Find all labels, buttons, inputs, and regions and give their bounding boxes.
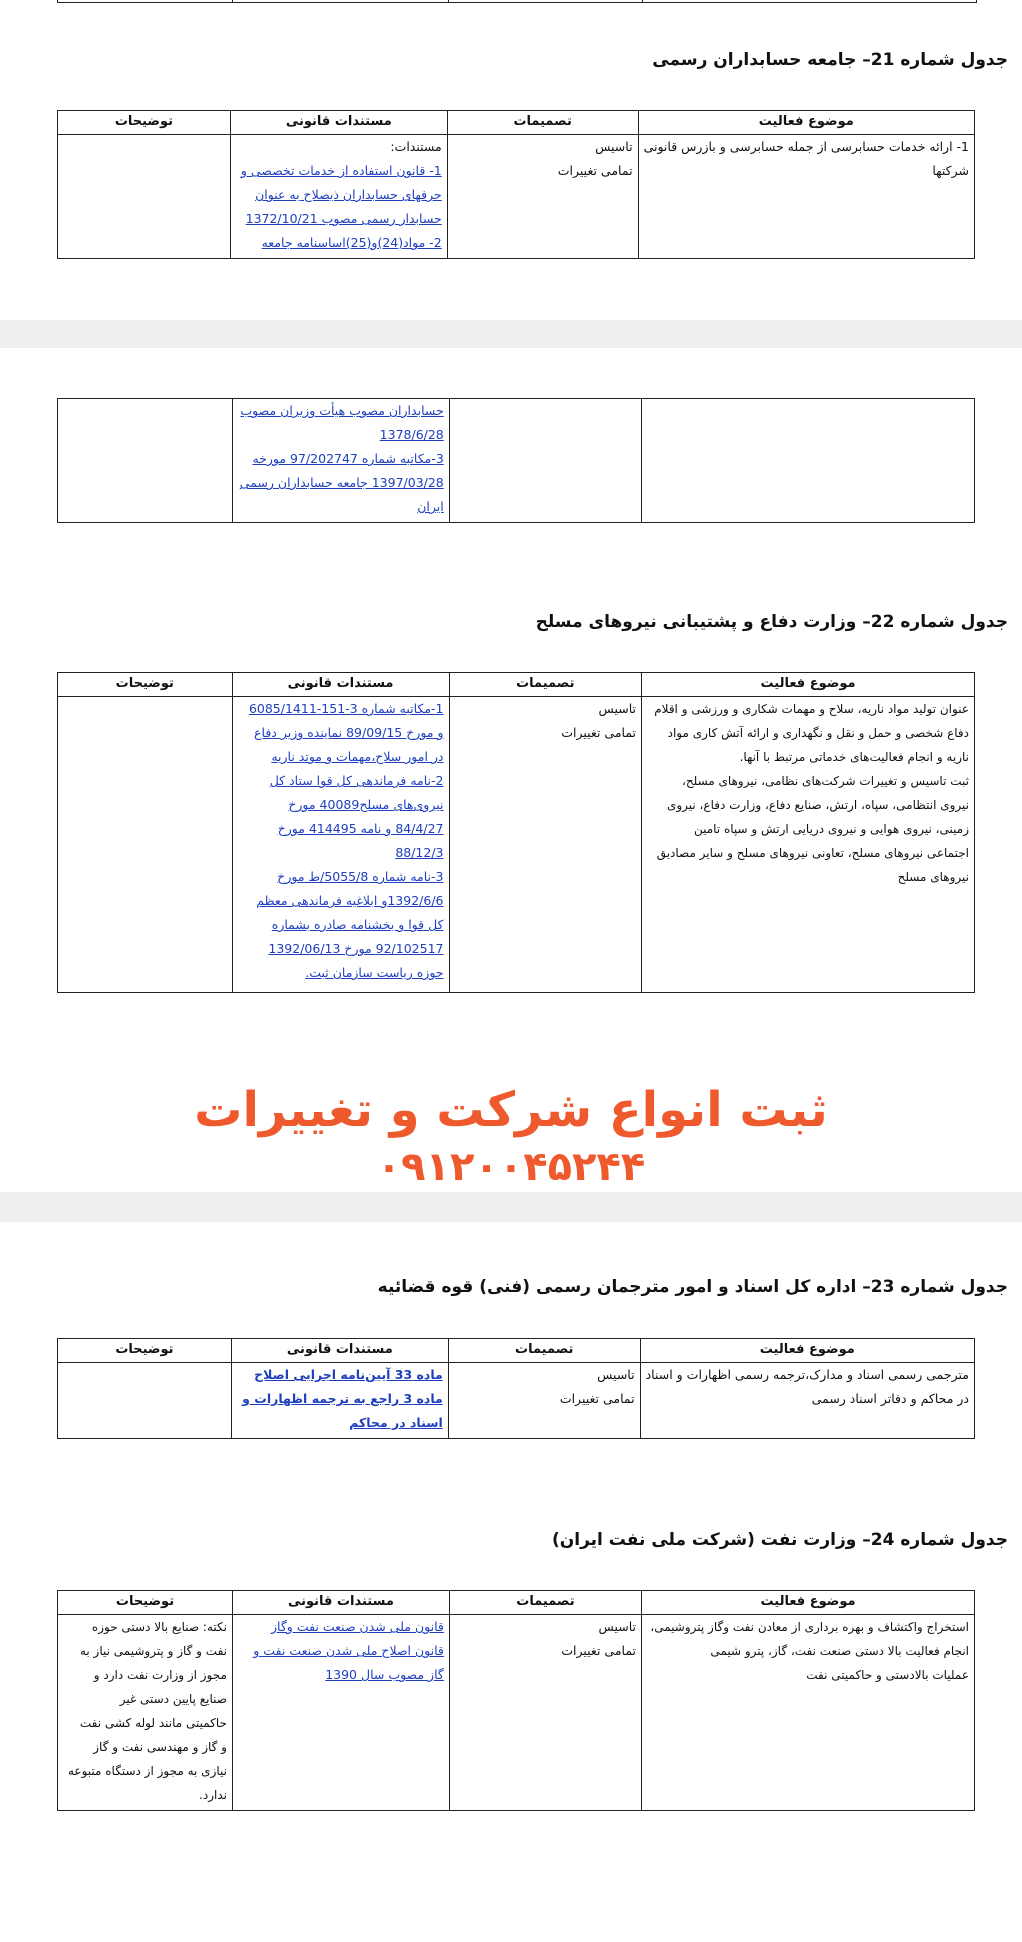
doc-link[interactable]: 92/102517 مورخ 1392/06/13	[268, 941, 444, 956]
col-header-docs: مستندات قانونی	[232, 1591, 449, 1615]
subject-cell	[642, 399, 975, 523]
table21-heading: جدول شماره 21– جامعه حسابداران رسمی	[652, 50, 1008, 70]
prev-table-stub	[57, 0, 977, 3]
docs-cell	[231, 1363, 448, 1439]
subject-cell	[638, 135, 974, 259]
doc-link[interactable]: کل قوا و بخشنامه صادره بشماره	[271, 917, 444, 932]
table22-heading: جدول شماره 22– وزارت دفاع و پشتیبانی نیروهای مسلح	[535, 612, 1008, 632]
docs-cell	[232, 1615, 449, 1811]
subject-cell	[640, 1363, 974, 1439]
doc-link[interactable]: و مورخ 89/09/15 نماینده وزیر دفاع	[254, 725, 444, 740]
notes-cell	[58, 1615, 233, 1811]
subject-cell	[642, 1615, 975, 1811]
decision-line: تمامی تغییرات	[557, 163, 633, 178]
notes-cell	[58, 1363, 232, 1439]
col-header-notes: توضیحات	[58, 1339, 232, 1363]
table24-heading: جدول شماره 24– وزارت نفت (شرکت ملی نفت ایران)	[551, 1530, 1008, 1550]
page-gap	[0, 1192, 1022, 1222]
subject-line: در محاکم و دفاتر اسناد رسمی	[811, 1391, 969, 1406]
decision-line: تاسیس	[598, 701, 637, 716]
col-header-docs: مستندات قانونی	[231, 1339, 448, 1363]
prev-table-divider	[232, 0, 233, 3]
col-header-notes: توضیحات	[58, 673, 233, 697]
table24	[57, 1590, 975, 1811]
note-line: مجوز از وزارت نفت دارد و	[93, 1668, 227, 1682]
subject-line: انجام فعالیت بالا دستی صنعت نفت، گاز، پترو شیمی	[710, 1644, 969, 1658]
doc-link[interactable]: 88/12/3	[395, 845, 444, 860]
decision-line: تاسیس	[598, 1619, 637, 1634]
decisions-cell	[449, 697, 642, 993]
col-header-subject: موضوع فعالیت	[642, 673, 975, 697]
col-header-subject: موضوع فعالیت	[640, 1339, 974, 1363]
doc-link[interactable]: 1- قانون استفاده از خدمات تخصصی و	[240, 163, 442, 178]
doc-link[interactable]: 1-مکاتبه شماره 3-151-6085/1411	[248, 701, 444, 716]
subject-line: شرکتها	[932, 163, 969, 178]
doc-link[interactable]: قانون ملی شدن صنعت نفت وگاز	[271, 1619, 444, 1634]
doc-link[interactable]: حوزه ریاست سازمان ثبت.	[305, 965, 444, 980]
subject-line: ناریه و انجام فعالیت‌های خدماتی مرتبط با آنها.	[739, 750, 969, 764]
subject-line: ثبت تاسیس و تغییرات شرکت‌های نظامی، نیروهای مسلح،	[681, 774, 969, 788]
docs-label: مستندات:	[390, 139, 442, 154]
decision-line: تمامی تغییرات	[561, 1643, 637, 1658]
table22-header-row	[58, 673, 975, 697]
subject-line: مترجمی رسمی اسناد و مدارک،ترجمه رسمی اظهارات و اسناد	[645, 1367, 969, 1382]
doc-link[interactable]: حرفهای حسابداران ذیصلاح به عنوان	[255, 187, 442, 202]
doc-link[interactable]: 2-نامه فرماندهی کل قوا ستاد کل	[269, 773, 444, 788]
table-row	[58, 697, 975, 993]
doc-link[interactable]: 3-مکاتبه شماره 97/202747 مورخه	[252, 451, 444, 466]
col-header-decisions: تصمیمات	[449, 1591, 641, 1615]
subject-cell	[642, 697, 975, 993]
doc-link[interactable]: 2- مواد(24)و(25)اساسنامه جامعه	[261, 235, 442, 250]
table22	[57, 672, 975, 993]
decisions-cell	[449, 399, 642, 523]
subject-line: دفاع شخصی و حمل و نقل و نگهداری و ارائه آتش کاری مواد	[667, 726, 969, 740]
doc-link[interactable]: ایران	[417, 499, 444, 514]
decision-line: تاسیس	[595, 139, 633, 154]
ad-phone: ۰۹۱۲۰۰۴۵۲۴۴	[376, 1144, 646, 1190]
table21	[57, 110, 975, 259]
doc-link[interactable]: گاز مصوب سال 1390	[325, 1667, 444, 1682]
note-line: نفت و گاز و پتروشیمی نیاز به	[79, 1644, 227, 1658]
col-header-decisions: تصمیمات	[447, 111, 638, 135]
doc-link[interactable]: 84/4/27 و نامه 414495 مورخ	[277, 821, 444, 836]
note-line: نکته: صنایع بالا دستی حوزه	[91, 1620, 227, 1634]
subject-line: نیروی انتظامی، سپاه، ارتش، صنایع دفاع، وزارت دفاع، نیروی	[666, 798, 969, 812]
doc-link[interactable]: ماده 33 آیین‌نامه اجرایی اصلاح	[254, 1367, 443, 1382]
ad-title: ثبت انواع شرکت و تغییرات	[194, 1082, 828, 1138]
subject-line: عنوان تولید مواد ناریه، سلاح و مهمات شکاری و ورزشی و اقلام	[654, 702, 969, 716]
table-row	[58, 1615, 975, 1811]
col-header-notes: توضیحات	[58, 1591, 233, 1615]
table-row	[58, 135, 975, 259]
notes-cell	[58, 135, 231, 259]
col-header-docs: مستندات قانونی	[232, 673, 449, 697]
decision-line: تاسیس	[597, 1367, 635, 1382]
subject-line: اجتماعی نیروهای مسلح، تعاونی نیروهای مسلح و سایر مصادیق	[656, 846, 969, 860]
subject-line: نیروهای مسلح	[897, 870, 969, 884]
note-line: حاکمیتی مانند لوله کشی نفت	[79, 1716, 227, 1730]
table23-header-row	[58, 1339, 975, 1363]
docs-cell	[230, 135, 447, 259]
prev-table-divider	[448, 0, 449, 3]
note-line: و گاز و مهندسی نفت و گاز	[93, 1740, 227, 1754]
doc-link[interactable]: اسناد در محاکم	[349, 1415, 443, 1430]
col-header-docs: مستندات قانونی	[230, 111, 447, 135]
table21-header-row	[58, 111, 975, 135]
subject-line: 1- ارائه خدمات حسابرسی از جمله حسابرسی و بازرس قانونی	[643, 139, 969, 154]
table-row	[58, 1363, 975, 1439]
subject-line: استخراج واکتشاف و بهره برداری از معادن نفت وگاز پتروشیمی،	[650, 1620, 969, 1634]
docs-cell	[232, 697, 449, 993]
subject-line: زمینی، نیروی هوایی و نیروی دریایی ارتش و سپاه تامین	[693, 822, 969, 836]
table-row	[58, 399, 975, 523]
col-header-decisions: تصمیمات	[448, 1339, 640, 1363]
table23	[57, 1338, 975, 1439]
decision-line: تمامی تغییرات	[559, 1391, 635, 1406]
col-header-subject: موضوع فعالیت	[642, 1591, 975, 1615]
doc-link[interactable]: 1392/6/6و ابلاغیه فرماندهی معظم	[256, 893, 444, 908]
page-gap	[0, 320, 1022, 348]
docs-cell	[232, 399, 449, 523]
doc-link[interactable]: قانون اصلاح ملی شدن صنعت نفت و	[253, 1643, 444, 1658]
doc-link[interactable]: ماده 3 راجع به ترجمه اظهارات و	[242, 1391, 443, 1406]
note-line: ندارد.	[199, 1788, 227, 1802]
table23-heading: جدول شماره 23– اداره کل اسناد و امور مترجمان رسمی (فنی) قوه قضائیه	[377, 1277, 1008, 1297]
col-header-decisions: تصمیمات	[449, 673, 642, 697]
table24-header-row	[58, 1591, 975, 1615]
decision-line: تمامی تغییرات	[561, 725, 637, 740]
table21-continued	[57, 398, 975, 523]
prev-table-divider	[642, 0, 643, 3]
doc-link[interactable]: حسابداران مصوب هیأت وزیران مصوب	[240, 403, 444, 418]
notes-cell	[58, 399, 233, 523]
doc-link[interactable]: نیروی‌های مسلح40089 مورخ	[288, 797, 444, 812]
col-header-notes: توضیحات	[58, 111, 231, 135]
doc-link[interactable]: 1378/6/28	[379, 427, 444, 442]
note-line: نیازی به مجوز از دستگاه متبوعه	[67, 1764, 227, 1778]
notes-cell	[58, 697, 233, 993]
doc-link[interactable]: در امور سلاح،مهمات و موتد ناریه	[271, 749, 444, 764]
decisions-cell	[447, 135, 638, 259]
decisions-cell	[449, 1615, 641, 1811]
decisions-cell	[448, 1363, 640, 1439]
subject-line: عملیات بالادستی و حاکمیتی نفت	[806, 1668, 969, 1682]
doc-link[interactable]: 3-نامه شماره 5055/8/ط مورخ	[277, 869, 444, 884]
doc-link[interactable]: 1397/03/28 جامعه حسابداران رسمی	[239, 475, 444, 490]
doc-link[interactable]: حسابدار رسمی مصوب 1372/10/21	[245, 211, 442, 226]
note-line: صنایع پایین دستی غیر	[119, 1692, 227, 1706]
col-header-subject: موضوع فعالیت	[638, 111, 974, 135]
